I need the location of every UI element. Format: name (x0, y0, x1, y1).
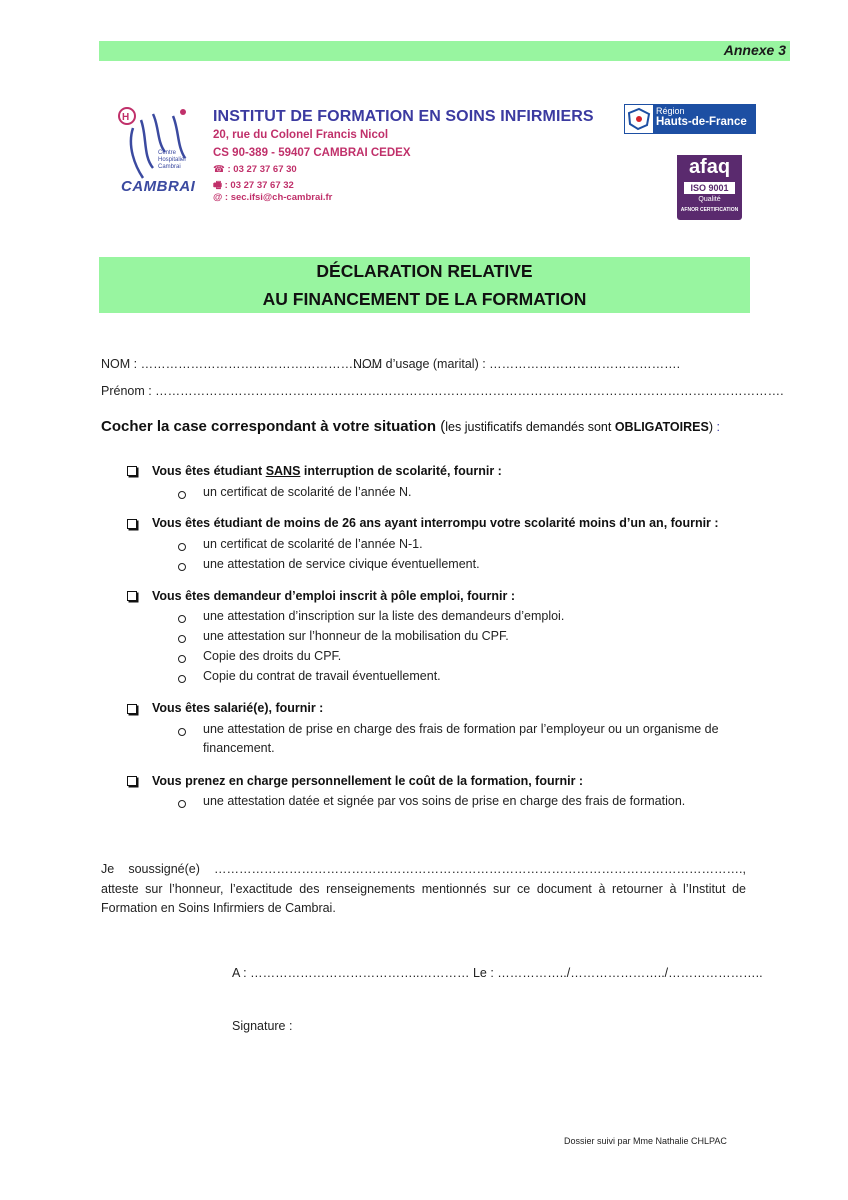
section-label-demandeur-emploi: Vous êtes demandeur d’emploi inscrit à pôle emploi, fournir : (152, 589, 516, 603)
list-item: un certificat de scolarité de l’année N-1. (203, 537, 423, 551)
region-flag-icon (625, 105, 653, 133)
bullet-icon (178, 615, 186, 623)
section-label-etudiant-moins-26: Vous êtes étudiant de moins de 26 ans ayant interrompu votre scolarité moins d’un an, fournir : (152, 516, 719, 530)
instruction-paren-close: ) (708, 420, 713, 434)
signature-label: Signature : (232, 1019, 293, 1033)
logo-city-label: CAMBRAI (121, 178, 196, 195)
nom-usage-field[interactable]: NOM d’usage (marital) : ………………………………………. (353, 357, 681, 371)
afaq-brand: afaq (688, 156, 731, 178)
bullet-icon (178, 675, 186, 683)
region-label-big: Hauts-de-France (656, 116, 747, 128)
region-label-small: Région (656, 106, 685, 116)
section-label-part: Vous êtes étudiant (152, 464, 266, 478)
section-label-underlined: SANS (265, 464, 301, 478)
bullet-icon (178, 800, 186, 808)
attestation-paragraph: Je soussigné(e) ………………………………………………………………………………………………………………., atteste sur l’honneur, l’exactitude des renseignements mentionnés sur ce document à retourner à l’Institut de Formation en Soins Infirmiers de Cambrai. (101, 862, 746, 915)
checkbox-salarie[interactable] (127, 704, 137, 714)
afaq-iso: ISO 9001 (684, 182, 735, 194)
section-label-prise-en-charge-personnelle: Vous prenez en charge personnellement le coût de la formation, fournir : (152, 774, 584, 788)
fax-icon: 🖷 (213, 180, 222, 191)
list-item: Copie des droits du CPF. (203, 649, 342, 663)
address-line1: 20, rue du Colonel Francis Nicol (213, 129, 389, 141)
title-line1: DÉCLARATION RELATIVE (316, 261, 533, 281)
centre-hospitalier-label: Centre Hospitalier Cambrai (158, 150, 187, 170)
section-label-salarie: Vous êtes salarié(e), fournir : (152, 701, 324, 715)
bullet-icon (178, 728, 186, 736)
checkbox-demandeur-emploi[interactable] (127, 591, 137, 601)
address-line2: CS 90-389 - 59407 CAMBRAI CEDEX (213, 147, 411, 159)
phone-line (213, 164, 297, 175)
list-item: une attestation datée et signée par vos soins de prise en charge des frais de formation. (203, 794, 686, 808)
instruction-obligatoires: OBLIGATOIRES (614, 420, 709, 434)
list-item: une attestation de service civique éventuellement. (203, 557, 480, 571)
afaq-logo (677, 155, 742, 220)
bullet-icon (178, 635, 186, 643)
checkbox-etudiant-moins-26[interactable] (127, 519, 137, 529)
afaq-quality: Qualité (698, 196, 721, 203)
instruction-line (101, 418, 720, 435)
list-item: une attestation d’inscription sur la liste des demandeurs d’emploi. (203, 609, 565, 623)
list-item: Copie du contrat de travail éventuellement. (203, 669, 441, 683)
list-item: une attestation de prise en charge des frais de formation par l’employeur ou un organisme de (203, 722, 719, 736)
section-label-part: interruption de scolarité, fournir : (300, 464, 502, 478)
nom-field[interactable]: NOM : …………………………………………………. (101, 357, 382, 371)
instruction-paren-open: ( (440, 418, 446, 435)
bullet-icon (178, 491, 186, 499)
list-item-continuation: financement. (203, 741, 275, 755)
section-label-etudiant-sans-interruption (152, 464, 502, 478)
place-date-field[interactable]: A : …………………………………..………… Le : ……………../…………………../………………….. (232, 966, 763, 980)
phone-number: : 03 27 37 67 30 (227, 164, 297, 175)
email-line: @ : sec.ifsi@ch-cambrai.fr (213, 192, 333, 203)
checkbox-etudiant-sans-interruption[interactable] (127, 466, 137, 476)
instruction-colon: : (712, 420, 720, 434)
instruction-main: Cocher la case correspondant à votre situation (101, 418, 437, 435)
institute-name: INSTITUT DE FORMATION EN SOINS INFIRMIERS (213, 108, 594, 125)
bullet-icon (178, 543, 186, 551)
document-title-band (99, 257, 750, 313)
list-item: un certificat de scolarité de l’année N. (203, 485, 412, 499)
bullet-icon (178, 563, 186, 571)
afaq-certification: AFNOR CERTIFICATION (680, 207, 739, 213)
phone-icon: ☎ (213, 164, 225, 175)
footer-note: Dossier suivi par Mme Nathalie CHLPAC (564, 1136, 727, 1146)
title-line2: AU FINANCEMENT DE LA FORMATION (262, 289, 587, 309)
annexe-band (99, 41, 790, 61)
prenom-field[interactable]: Prénom : ……………………………………………………………………………………………………………………………………. (101, 384, 784, 398)
list-item: une attestation sur l’honneur de la mobilisation du CPF. (203, 629, 509, 643)
bullet-icon (178, 655, 186, 663)
instruction-paren-text: les justificatifs demandés sont (445, 420, 615, 434)
fax-number: : 03 27 37 67 32 (224, 180, 294, 191)
svg-text:H: H (122, 112, 130, 123)
annexe-label: Annexe 3 (723, 42, 786, 58)
checkbox-prise-en-charge-personnelle[interactable] (127, 776, 137, 786)
region-logo (624, 104, 756, 134)
